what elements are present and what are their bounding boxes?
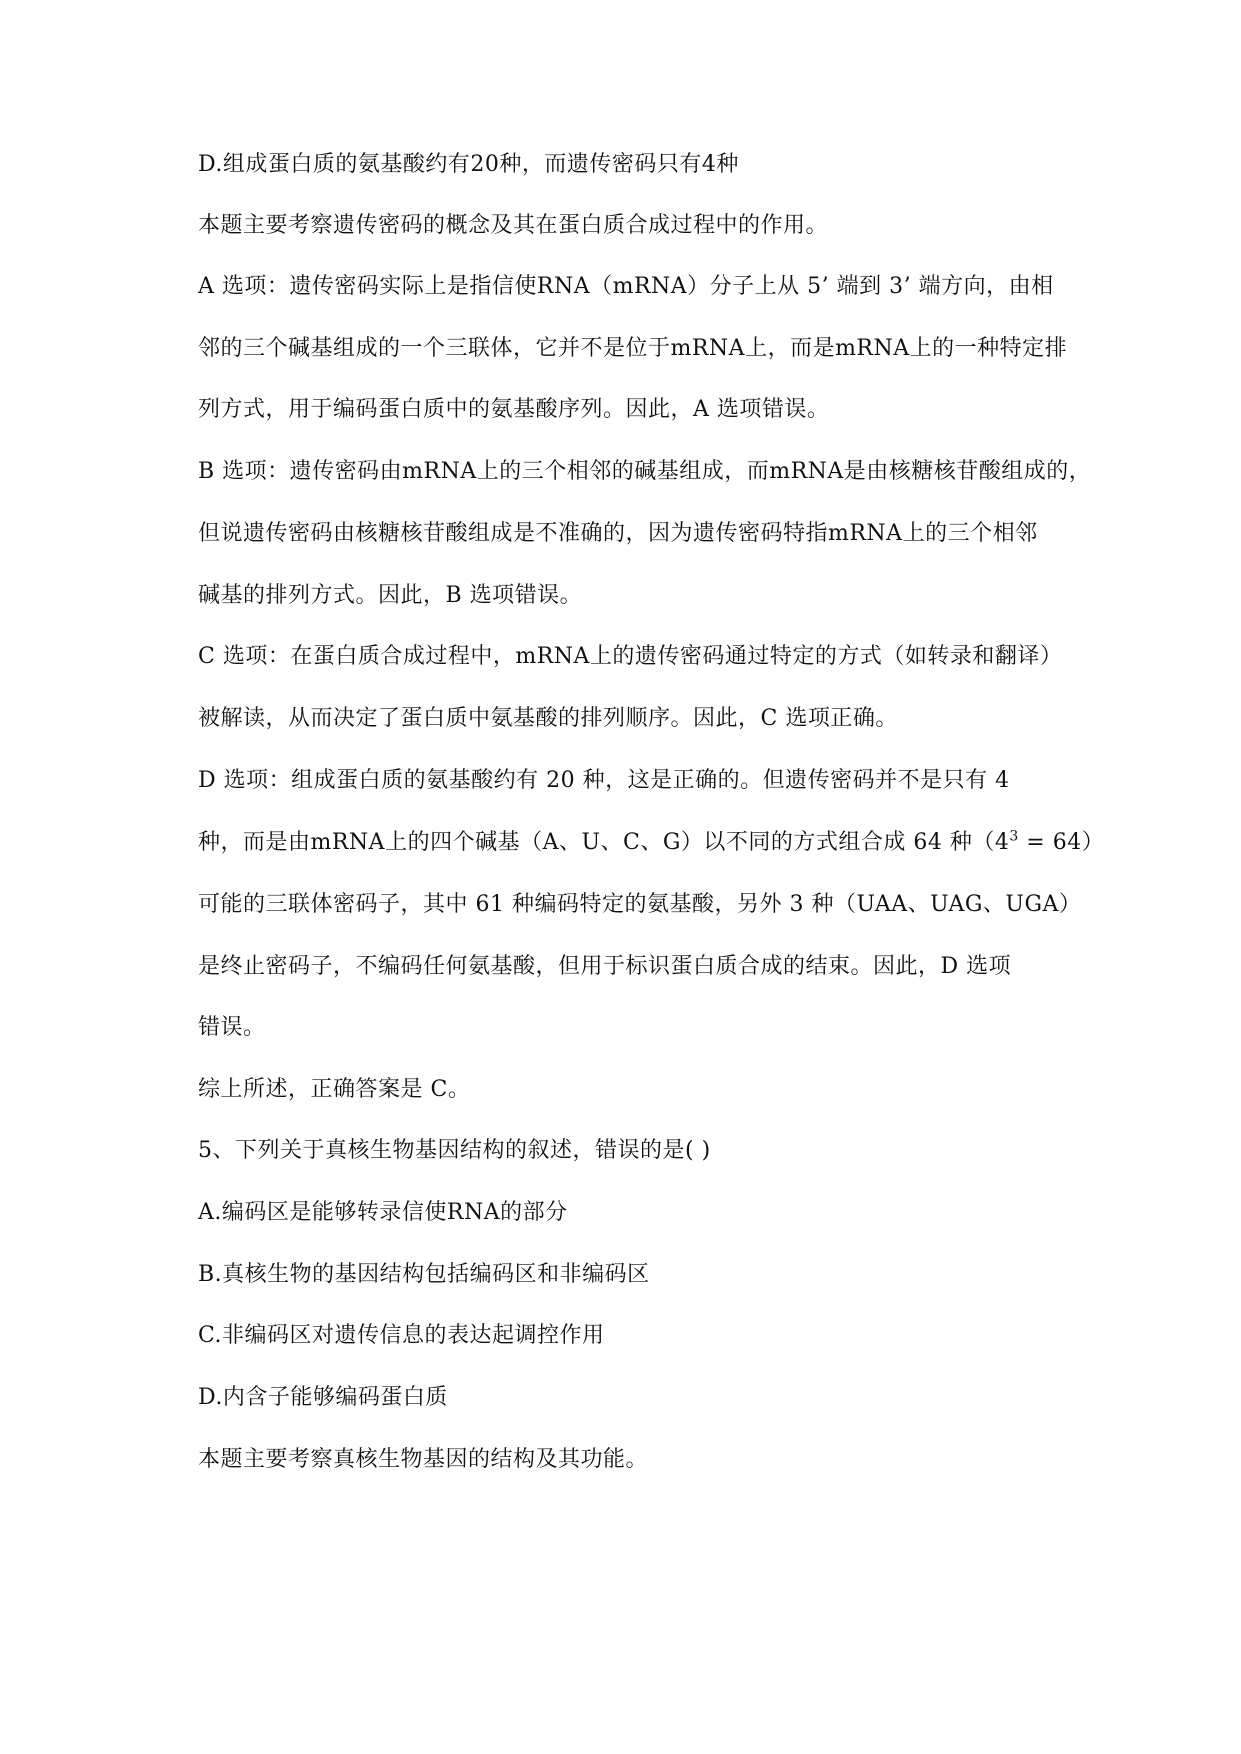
- formula-tail: = 64）: [1018, 830, 1105, 855]
- exponent-superscript: 3: [1009, 828, 1019, 845]
- explanation-a-line-3: 列方式，用于编码蛋白质中的氨基酸序列。因此，A 选项错误。: [198, 397, 830, 422]
- explanation-c-line-1: C 选项：在蛋白质合成过程中，mRNA上的遗传密码通过特定的方式（如转录和翻译）: [198, 644, 1063, 669]
- explanation-c-line-2: 被解读，从而决定了蛋白质中氨基酸的排列顺序。因此，C 选项正确。: [198, 706, 898, 731]
- question-5-option-a: A.编码区是能够转录信使RNA的部分: [198, 1200, 568, 1225]
- option-d-line: D.组成蛋白质的氨基酸约有20种，而遗传密码只有4种: [198, 152, 739, 177]
- explanation-d-line-2-text: 种，而是由mRNA上的四个碱基（A、U、C、G）以不同的方式组合成 64 种（4: [198, 830, 1010, 855]
- explanation-d-line-4: 是终止密码子，不编码任何氨基酸，但用于标识蛋白质合成的结束。因此，D 选项: [198, 954, 1012, 979]
- explanation-a-line-1: A 选项：遗传密码实际上是指信使RNA（mRNA）分子上从 5’ 端到 3’ 端方向，由相: [198, 274, 1054, 299]
- explanation-b-line-2: 但说遗传密码由核糖核苷酸组成是不准确的，因为遗传密码特指mRNA上的三个相邻: [198, 521, 1038, 546]
- conclusion: 综上所述，正确答案是 C。: [198, 1077, 471, 1102]
- explanation-d-line-1: D 选项：组成蛋白质的氨基酸约有 20 种，这是正确的。但遗传密码并不是只有 4: [198, 768, 1010, 793]
- question-5-option-b: B.真核生物的基因结构包括编码区和非编码区: [198, 1262, 650, 1287]
- explanation-d-line-5: 错误。: [198, 1015, 266, 1040]
- question-5-option-d: D.内含子能够编码蛋白质: [198, 1385, 448, 1410]
- explanation-d-line-2: [198, 828, 1104, 858]
- explanation-b-line-3: 碱基的排列方式。因此，B 选项错误。: [198, 583, 583, 608]
- analysis-intro: 本题主要考察遗传密码的概念及其在蛋白质合成过程中的作用。: [198, 213, 829, 238]
- question-5: 5、下列关于真核生物基因结构的叙述，错误的是( ): [198, 1138, 711, 1163]
- question-5-option-c: C.非编码区对遗传信息的表达起调控作用: [198, 1323, 605, 1348]
- explanation-d-line-3: 可能的三联体密码子，其中 61 种编码特定的氨基酸，另外 3 种（UAA、UAG、UGA）: [198, 892, 1082, 917]
- explanation-a-line-2: 邻的三个碱基组成的一个三联体，它并不是位于mRNA上，而是mRNA上的一种特定排: [198, 336, 1068, 361]
- explanation-b-line-1: B 选项：遗传密码由mRNA上的三个相邻的碱基组成，而mRNA是由核糖核苷酸组成的，: [198, 459, 1092, 484]
- question-5-analysis-intro: 本题主要考察真核生物基因的结构及其功能。: [198, 1447, 649, 1472]
